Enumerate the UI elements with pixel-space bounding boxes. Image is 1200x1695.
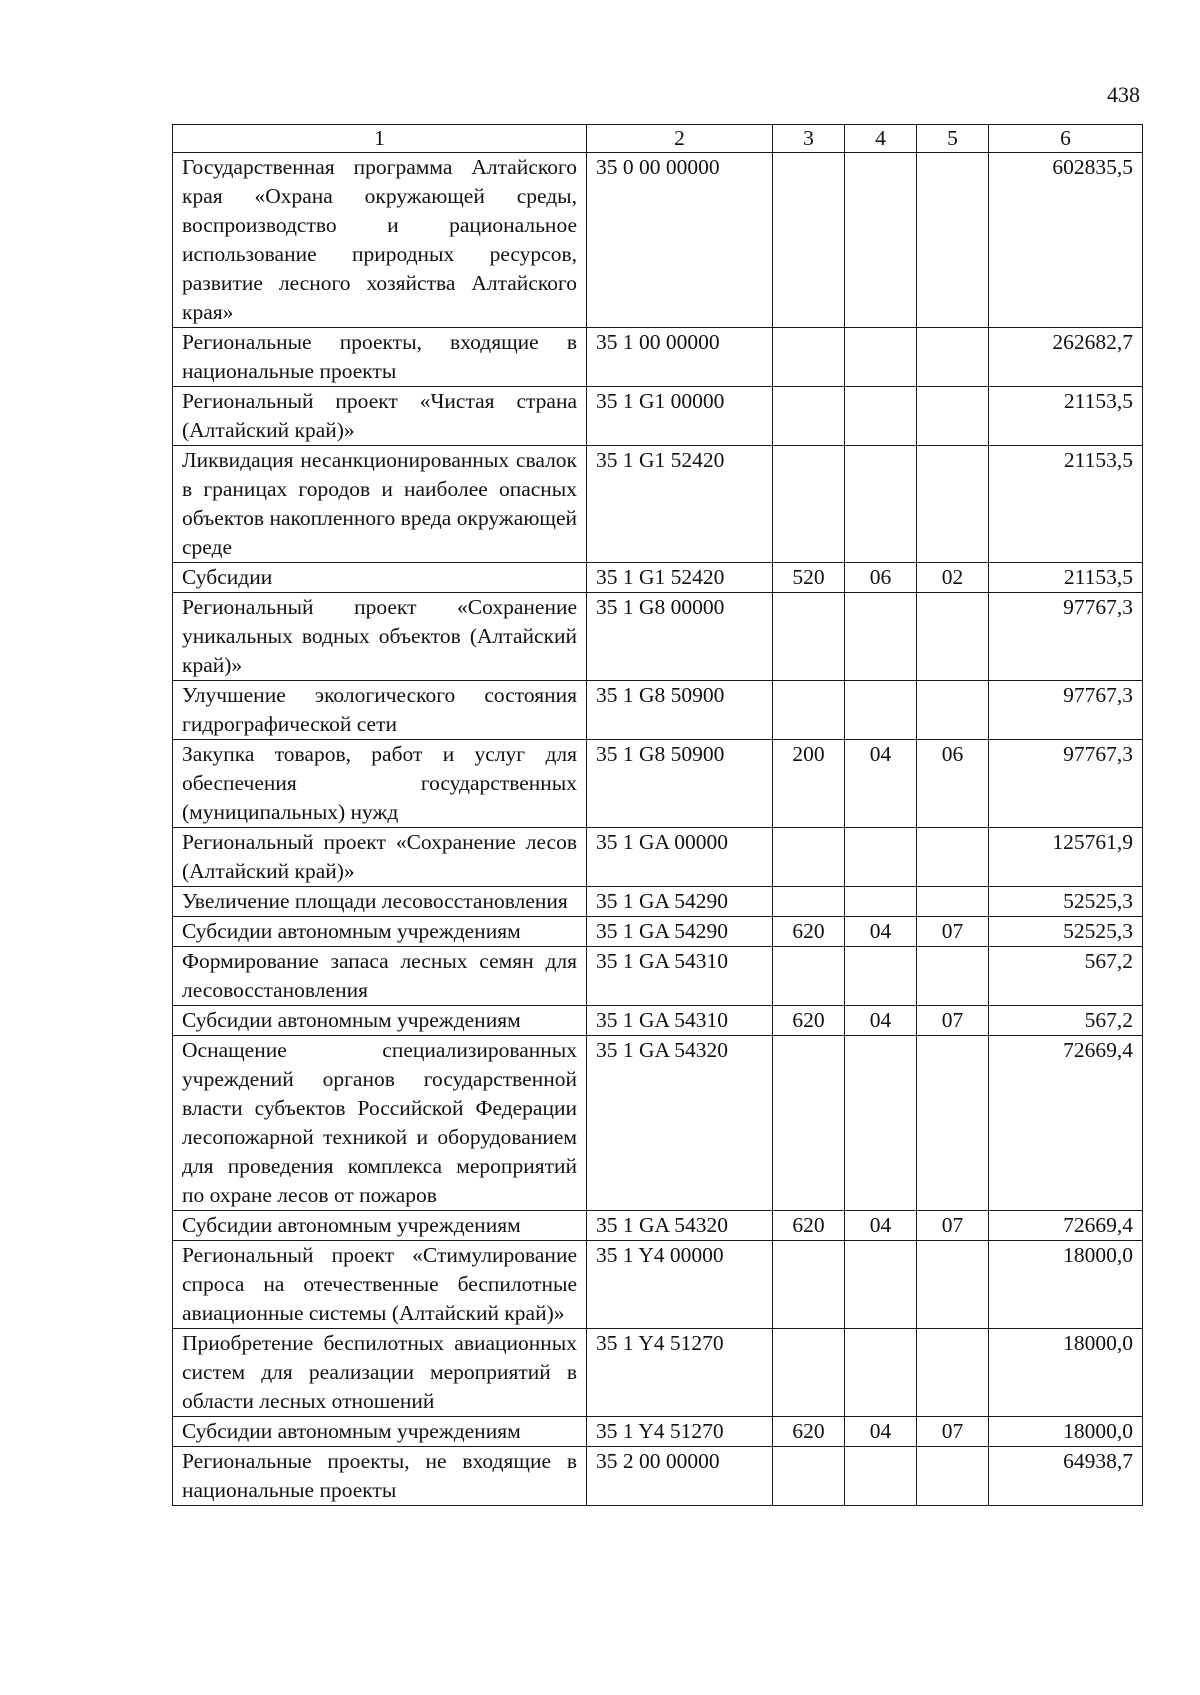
table-row [173,153,1143,328]
row-col3-cell: 620 [773,1006,845,1036]
table-row [173,1241,1143,1329]
table-row [173,563,1143,593]
row-col3-cell [773,446,845,563]
row-code-cell: 35 1 G1 52420 [587,446,773,563]
page-number: 438 [1107,82,1140,107]
row-col5-cell: 06 [917,740,989,828]
row-amount-cell: 567,2 [989,1006,1143,1036]
row-col3-cell: 620 [773,1211,845,1241]
row-col5-cell: 07 [917,1417,989,1447]
row-col4-cell: 04 [845,1417,917,1447]
row-code-cell: 35 1 GA 54310 [587,1006,773,1036]
row-col5-cell: 07 [917,917,989,947]
row-col5-cell: 07 [917,1006,989,1036]
row-col3-cell [773,681,845,740]
table-row [173,740,1143,828]
row-code-cell: 35 2 00 00000 [587,1447,773,1506]
table-row [173,1036,1143,1211]
row-col3-cell: 520 [773,563,845,593]
table-body [173,153,1143,1506]
row-col5-cell [917,328,989,387]
row-name-cell: Субсидии автономным учреждениям [173,917,587,947]
row-col3-cell [773,1036,845,1211]
row-amount-cell: 52525,3 [989,917,1143,947]
column-header-5: 5 [917,125,989,153]
row-col5-cell [917,681,989,740]
row-col5-cell [917,446,989,563]
row-col4-cell [845,153,917,328]
row-col5-cell [917,387,989,446]
table-row [173,887,1143,917]
row-code-cell: 35 1 Y4 00000 [587,1241,773,1329]
row-col3-cell: 620 [773,1417,845,1447]
row-col3-cell [773,593,845,681]
table-row [173,1211,1143,1241]
column-header-6: 6 [989,125,1143,153]
row-col3-cell: 620 [773,917,845,947]
row-col4-cell: 04 [845,740,917,828]
row-name-cell: Оснащение специализированных учреждений органов государственной власти субъектов Российской Федерации лесопожарной техникой и оборудованием для проведения комплекса мероприятий по охране лесов от пожаров [173,1036,587,1211]
row-amount-cell: 72669,4 [989,1036,1143,1211]
row-code-cell: 35 1 Y4 51270 [587,1329,773,1417]
column-header-2: 2 [587,125,773,153]
row-code-cell: 35 1 G8 50900 [587,681,773,740]
row-col3-cell [773,1241,845,1329]
row-col3-cell [773,828,845,887]
row-code-cell: 35 1 GA 00000 [587,828,773,887]
row-code-cell: 35 1 Y4 51270 [587,1417,773,1447]
row-name-cell: Улучшение экологического состояния гидрографической сети [173,681,587,740]
row-amount-cell: 97767,3 [989,593,1143,681]
row-code-cell: 35 1 GA 54290 [587,917,773,947]
row-name-cell: Ликвидация несанкционированных свалок в границах городов и наиболее опасных объектов накопленного вреда окружающей среде [173,446,587,563]
row-col4-cell [845,328,917,387]
table-row [173,1006,1143,1036]
row-name-cell: Формирование запаса лесных семян для лесовосстановления [173,947,587,1006]
row-amount-cell: 125761,9 [989,828,1143,887]
column-header-1: 1 [173,125,587,153]
table-row [173,593,1143,681]
row-col5-cell [917,593,989,681]
row-col3-cell [773,387,845,446]
row-name-cell: Региональный проект «Сохранение уникальных водных объектов (Алтайский край)» [173,593,587,681]
row-col3-cell [773,328,845,387]
row-col5-cell [917,828,989,887]
row-col4-cell [845,947,917,1006]
row-col5-cell: 02 [917,563,989,593]
row-amount-cell: 52525,3 [989,887,1143,917]
row-amount-cell: 72669,4 [989,1211,1143,1241]
row-amount-cell: 21153,5 [989,387,1143,446]
row-col4-cell: 04 [845,1211,917,1241]
row-col4-cell [845,681,917,740]
table-row [173,1329,1143,1417]
row-name-cell: Региональный проект «Стимулирование спроса на отечественные беспилотные авиационные системы (Алтайский край)» [173,1241,587,1329]
row-code-cell: 35 1 GA 54310 [587,947,773,1006]
row-amount-cell: 64938,7 [989,1447,1143,1506]
row-col5-cell [917,1241,989,1329]
row-name-cell: Региональные проекты, входящие в национальные проекты [173,328,587,387]
row-amount-cell: 97767,3 [989,740,1143,828]
row-col4-cell [845,387,917,446]
row-name-cell: Региональный проект «Сохранение лесов (Алтайский край)» [173,828,587,887]
row-name-cell: Региональный проект «Чистая страна (Алтайский край)» [173,387,587,446]
row-amount-cell: 97767,3 [989,681,1143,740]
row-code-cell: 35 1 G1 00000 [587,387,773,446]
row-amount-cell: 567,2 [989,947,1143,1006]
row-col4-cell [845,446,917,563]
row-col5-cell [917,153,989,328]
row-col5-cell: 07 [917,1211,989,1241]
table-row [173,446,1143,563]
row-col5-cell [917,887,989,917]
column-header-4: 4 [845,125,917,153]
row-amount-cell: 602835,5 [989,153,1143,328]
row-code-cell: 35 1 G8 00000 [587,593,773,681]
row-col4-cell [845,593,917,681]
row-col5-cell [917,947,989,1006]
table-row [173,1447,1143,1506]
row-code-cell: 35 1 GA 54320 [587,1211,773,1241]
row-amount-cell: 18000,0 [989,1417,1143,1447]
table-row [173,917,1143,947]
row-col4-cell [845,1329,917,1417]
row-name-cell: Субсидии автономным учреждениям [173,1006,587,1036]
row-col4-cell [845,1036,917,1211]
row-code-cell: 35 1 G8 50900 [587,740,773,828]
row-col3-cell [773,947,845,1006]
row-col4-cell [845,887,917,917]
row-col3-cell [773,153,845,328]
row-name-cell: Увеличение площади лесовосстановления [173,887,587,917]
row-amount-cell: 18000,0 [989,1241,1143,1329]
row-col3-cell [773,1329,845,1417]
row-code-cell: 35 1 00 00000 [587,328,773,387]
row-col5-cell [917,1329,989,1417]
row-name-cell: Приобретение беспилотных авиационных систем для реализации мероприятий в области лесных отношений [173,1329,587,1417]
row-code-cell: 35 1 GA 54320 [587,1036,773,1211]
row-col4-cell [845,1241,917,1329]
row-amount-cell: 21153,5 [989,563,1143,593]
row-name-cell: Субсидии автономным учреждениям [173,1417,587,1447]
row-col4-cell: 04 [845,917,917,947]
row-code-cell: 35 0 00 00000 [587,153,773,328]
row-col3-cell: 200 [773,740,845,828]
row-amount-cell: 21153,5 [989,446,1143,563]
table-row [173,947,1143,1006]
row-name-cell: Субсидии автономным учреждениям [173,1211,587,1241]
row-col5-cell [917,1036,989,1211]
row-name-cell: Региональные проекты, не входящие в национальные проекты [173,1447,587,1506]
row-col5-cell [917,1447,989,1506]
row-code-cell: 35 1 G1 52420 [587,563,773,593]
row-amount-cell: 18000,0 [989,1329,1143,1417]
table-row [173,387,1143,446]
row-name-cell: Государственная программа Алтайского края «Охрана окружающей среды, воспроизводство и рациональное использование природных ресурсов, развитие лесного хозяйства Алтайского края» [173,153,587,328]
row-code-cell: 35 1 GA 54290 [587,887,773,917]
row-col3-cell [773,1447,845,1506]
table-row [173,681,1143,740]
row-name-cell: Закупка товаров, работ и услуг для обеспечения государственных (муниципальных) нужд [173,740,587,828]
table-row [173,828,1143,887]
row-col4-cell: 06 [845,563,917,593]
row-amount-cell: 262682,7 [989,328,1143,387]
row-col3-cell [773,887,845,917]
table-row [173,328,1143,387]
budget-table [172,124,1143,1506]
table-row [173,1417,1143,1447]
row-col4-cell [845,828,917,887]
column-header-3: 3 [773,125,845,153]
row-name-cell: Субсидии [173,563,587,593]
row-col4-cell: 04 [845,1006,917,1036]
header-row [173,125,1143,153]
row-col4-cell [845,1447,917,1506]
